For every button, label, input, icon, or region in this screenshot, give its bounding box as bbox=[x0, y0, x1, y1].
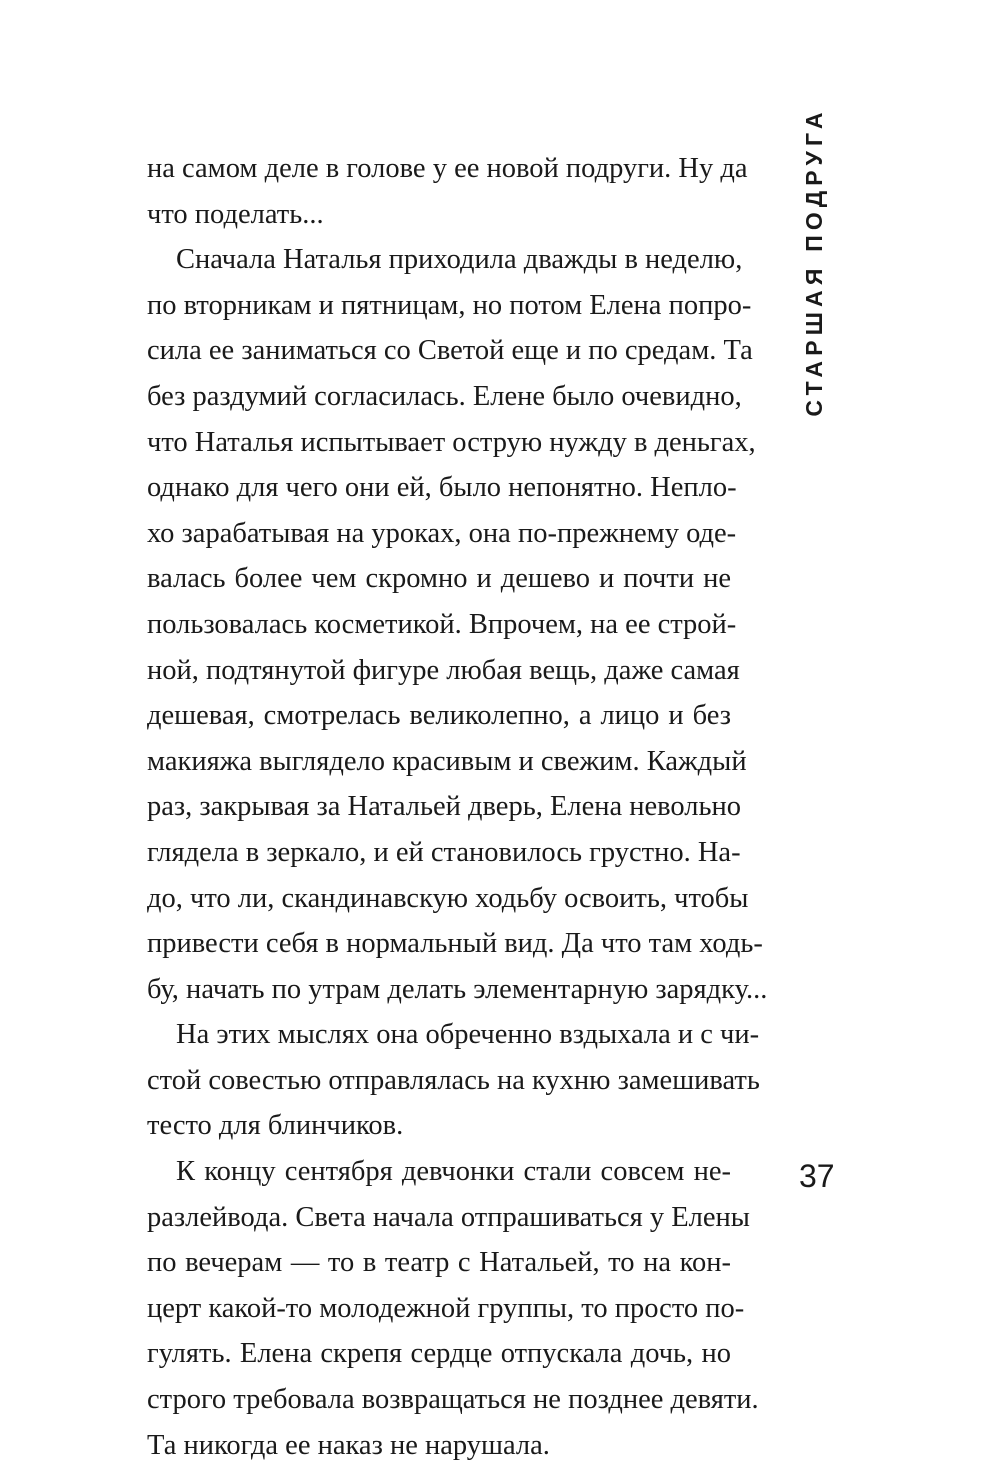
text-line: привести себя в нормальный вид. Да что там ходь- bbox=[147, 928, 763, 960]
text-line: по вечерам — то в театр с Натальей, то на кон- bbox=[147, 1247, 731, 1279]
text-line: Та никогда ее наказ не нарушала. bbox=[147, 1429, 550, 1461]
text-line: валась более чем скромно и дешево и почти не bbox=[147, 563, 731, 595]
text-line: глядела в зеркало, и ей становилось грустно. На- bbox=[147, 836, 741, 868]
text-line: макияжа выглядело красивым и свежим. Каждый bbox=[147, 745, 747, 777]
text-line: ной, подтянутой фигуре любая вещь, даже самая bbox=[147, 654, 740, 686]
text-line: до, что ли, скандинавскую ходьбу освоить, чтобы bbox=[147, 882, 749, 914]
text-line: по вторникам и пятницам, но потом Елена попро- bbox=[147, 289, 752, 321]
text-line: стой совестью отправлялась на кухню замешивать bbox=[147, 1064, 760, 1096]
text-line: тесто для блинчиков. bbox=[147, 1110, 404, 1142]
text-line-content: Сначала Наталья приходила дважды в неделю, bbox=[176, 244, 743, 276]
text-line-content: На этих мыслях она обреченно вздыхала и с чи- bbox=[176, 1019, 760, 1051]
page-number: 37 bbox=[799, 1158, 835, 1194]
text-line: однако для чего они ей, было непонятно. Неплo- bbox=[147, 472, 737, 504]
text-line: что поделать... bbox=[147, 198, 324, 230]
text-line: раз, закрывая за Натальей дверь, Елена невольно bbox=[147, 791, 742, 823]
text-line: бу, начать по утрам делать элементарную зарядку... bbox=[147, 973, 768, 1005]
body-text bbox=[147, 146, 768, 1468]
text-line: что Наталья испытывает острую нужду в деньгах, bbox=[147, 426, 756, 458]
text-line: строго требовала возвращаться не позднее девяти. bbox=[147, 1384, 759, 1416]
text-line: хо зарабатывая на уроках, она по-прежнему оде- bbox=[147, 517, 737, 549]
text-line: дешевая, смотрелась великолепно, а лицо и без bbox=[147, 700, 731, 732]
text-line: сила ее заниматься со Светой еще и по средам. Та bbox=[147, 335, 753, 367]
text-line: гулять. Елена скрепя сердце отпускала дочь, но bbox=[147, 1338, 731, 1370]
running-head-text: СТАРШАЯ ПОДРУГА bbox=[801, 107, 827, 417]
text-line bbox=[147, 237, 743, 283]
text-line: на самом деле в голове у ее новой подруги. Ну да bbox=[147, 153, 748, 184]
text-line: церт какой-то молодежной группы, то просто по- bbox=[147, 1292, 745, 1324]
text-line-content: К концу сентября девчонки стали совсем не- bbox=[176, 1156, 731, 1188]
text-line bbox=[147, 1149, 731, 1195]
text-line bbox=[147, 1012, 760, 1058]
text-line: без раздумий согласилась. Елене было очевидно, bbox=[147, 380, 742, 412]
text-line: пользовалась косметикой. Впрочем, на ее строй- bbox=[147, 608, 737, 640]
text-line: разлейвода. Света начала отпрашиваться у Елены bbox=[147, 1201, 750, 1233]
